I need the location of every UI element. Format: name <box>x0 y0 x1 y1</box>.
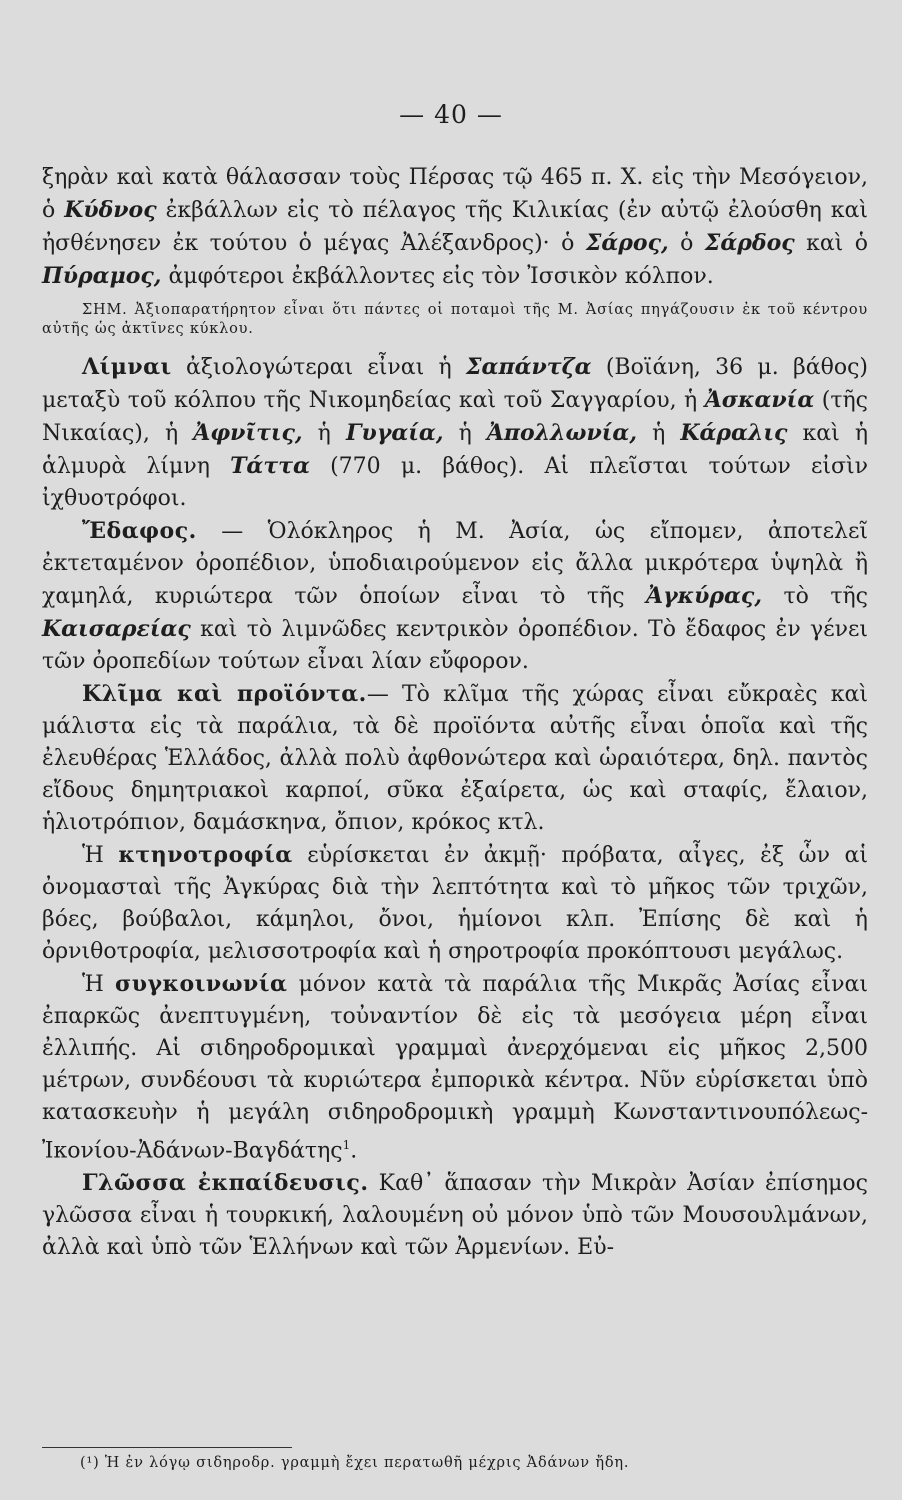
paragraph-transport <box>42 968 868 1167</box>
paragraph-terrain <box>42 515 868 678</box>
text-run: καὶ ὁ <box>794 231 868 256</box>
text-run: καὶ ἡ ἁλμυρὰ λίμνη <box>42 421 869 479</box>
text-run: Ἡ <box>82 843 119 868</box>
footnote: (¹) Ἡ ἐν λόγῳ σιδηροδρ. γραμμὴ ἔχει περατωθῆ μέχρις Ἀδάνων ἤδη. <box>80 1455 630 1471</box>
paragraph-language <box>42 1167 868 1264</box>
text-run: ἀξιολογώτεραι εἶναι ἡ <box>171 355 466 380</box>
text-run: ὁ <box>668 231 705 256</box>
text-run: καὶ τὸ λιμνῶδες κεντρικὸν ὀροπέδιον. Τὸ ἔδαφος ἐν γένει τῶν ὀροπεδίων τούτων εἶναι λίαν εὔφορον. <box>42 617 868 674</box>
text-run: (τῆς Νικαίας), ἡ <box>42 388 868 446</box>
term-apollonia: Ἀπολλωνία, <box>486 420 638 446</box>
text-run: ἡ <box>637 421 681 446</box>
text-run: — Ὁλόκληρος ἡ Μ. Ἀσία, ὡς εἴπομεν, ἀποτελεῖ ἐκτεταμένον ὀροπέδιον, ὑποδιαιρούμενον εἰς ἄλλα μικρότερα ὑψηλὰ ἢ χαμηλά, κυριώτερα τῶν ὁποίων εἶναι τὸ τῆς <box>42 519 868 609</box>
text-run: Ἡ <box>82 972 116 997</box>
heading-climate: Κλῖμα καὶ προϊόντα. <box>82 681 367 707</box>
heading-language: Γλῶσσα ἐκπαίδευσις. <box>82 1170 369 1197</box>
term-pyramos: Πύραμος, <box>42 263 162 289</box>
term-afnitis: Ἀφνῖτις, <box>193 420 303 446</box>
text-run: ἐκβάλλων εἰς τὸ πέλαγος τῆς Κιλικίας (ἐν αὐτῷ ἐλούσθη καὶ ἠσθένησεν ἐκ τούτου ὁ μέγας Ἀλέξανδρος)· ὁ <box>42 198 868 256</box>
text-run: (770 μ. βάθος). Αἱ πλεῖσται τούτων εἰσὶν ἰχθυοτρόφοι. <box>42 454 868 511</box>
paragraph-rivers <box>42 162 868 293</box>
text-run: εὑρίσκεται ἐν ἀκμῇ· πρόβατα, αἶγες, ἐξ ὧν αἱ ὀνομασταὶ τῆς Ἀγκύρας διὰ τὴν λεπτότητα καὶ τὸ μῆκος τῶν τριχῶν, βόες, βούβαλοι, κάμηλοι, ὄνοι, ἡμίονοι κλπ. Ἐπίσης δὲ καὶ ἡ ὀρνιθοτροφία, μελισσοτροφία καὶ ἡ σηροτροφία προκόπτουσι μεγάλως. <box>42 843 868 964</box>
text-run: — Τὸ κλῖμα τῆς χώρας εἶναι εὔκραὲς καὶ μάλιστα εἰς τὰ παράλια, τὰ δὲ προϊόντα αὐτῆς εἶναι ὁποῖα καὶ τῆς ἐλευθέρας Ἑλλάδος, ἀλλὰ πολὺ ἀφθονώτερα καὶ ὡραιότερα, δηλ. παντὸς εἴδους δημητριακοὶ καρποί, σῦκα ἐξαίρετα, ὡς καὶ σταφίς, ἔλαιον, ἡλιοτρόπιον, δαμάσκηνα, ὄπιον, κρόκος κτλ. <box>42 682 868 835</box>
paragraph-livestock <box>42 839 868 968</box>
text-run: τὸ τῆς <box>761 584 868 609</box>
paragraph-lakes <box>42 351 868 515</box>
term-gygaia: Γυγαία, <box>345 420 444 446</box>
term-askania: Ἀσκανία <box>704 387 815 413</box>
term-agkyras: Ἀγκύρας, <box>646 583 762 609</box>
footnote-divider <box>42 1447 292 1448</box>
paragraph-climate <box>42 678 868 839</box>
text-run: ἡ <box>443 421 487 446</box>
note-paragraph: ΣΗΜ. Ἀξιοπαρατήρητον εἶναι ὅτι πάντες οἱ ποταμοὶ τῆς Μ. Ἀσίας πηγάζουσιν ἐκ τοῦ κέντρου αὐτῆς ὡς ἀκτῖνες κύκλου. <box>42 302 868 337</box>
text-run: ξηρὰν καὶ κατὰ θάλασσαν τοὺς Πέρσας τῷ 465 π. Χ. εἰς τὴν Μεσόγειον, ὁ <box>42 165 868 223</box>
term-sardos: Σάρδος <box>704 230 795 256</box>
text-run: ἀμφότεροι ἐκβάλλοντες εἰς τὸν Ἰσσικὸν κόλπον. <box>161 264 714 289</box>
term-tatta: Τάττα <box>230 453 310 479</box>
body-text <box>42 162 868 1264</box>
text-run: (Βοϊάνη, 36 μ. βάθος) μεταξὺ τοῦ κόλπου τῆς Νικομηδείας καὶ τοῦ Σαγγαρίου, ἡ <box>42 355 868 413</box>
footnote-marker: 1 <box>342 1138 351 1152</box>
heading-transport: συγκοινωνία <box>115 971 288 997</box>
page-number: — 40 — <box>399 100 503 129</box>
term-kydnos: Κύδνος <box>64 197 157 223</box>
text-run: μόνον κατὰ τὰ παράλια τῆς Μικρᾶς Ἀσίας εἶναι ἐπαρκῶς ἀνεπτυγμένη, τοὐναντίον δὲ εἰς τὰ μεσόγεια μέρη εἶναι ἐλλιπής. Αἱ σιδηροδρομικαὶ γραμμαὶ ἀνερχόμεναι εἰς μῆκος 2,500 μέτρων, συνδέουσι τὰ κυριώτερα ἐμπορικὰ κέντρα. Νῦν εὑρίσκεται ὑπὸ κατασκευὴν ἡ μεγάλη σιδηροδρομικὴ γραμμὴ Κωνσταντινουπόλεως-Ἰκονίου-Ἀδάνων-Βαγδάτης <box>42 972 868 1164</box>
term-kaisareias: Καισαρείας <box>42 616 191 642</box>
heading-livestock: κτηνοτροφία <box>118 842 293 868</box>
term-sapantza: Σαπάντζα <box>466 354 592 380</box>
text-run: Καθ᾽ ἅπασαν τὴν Μικρὰν Ἀσίαν ἐπίσημος γλῶσσα εἶναι ἡ τουρκική, λαλουμένη οὐ μόνον ὑπὸ τῶν Μουσουλμάνων, ἀλλὰ καὶ ὑπὸ τῶν Ἑλλήνων καὶ τῶν Ἀρμενίων. Εὐ- <box>42 1171 868 1261</box>
term-karalis: Κάραλις <box>680 420 788 446</box>
heading-lakes: Λίμναι <box>82 354 172 380</box>
term-saros: Σάρος, <box>585 230 669 256</box>
heading-terrain: Ἔδαφος. <box>82 518 197 544</box>
text-run: ἡ <box>302 421 346 446</box>
text-run: . <box>350 1138 358 1164</box>
